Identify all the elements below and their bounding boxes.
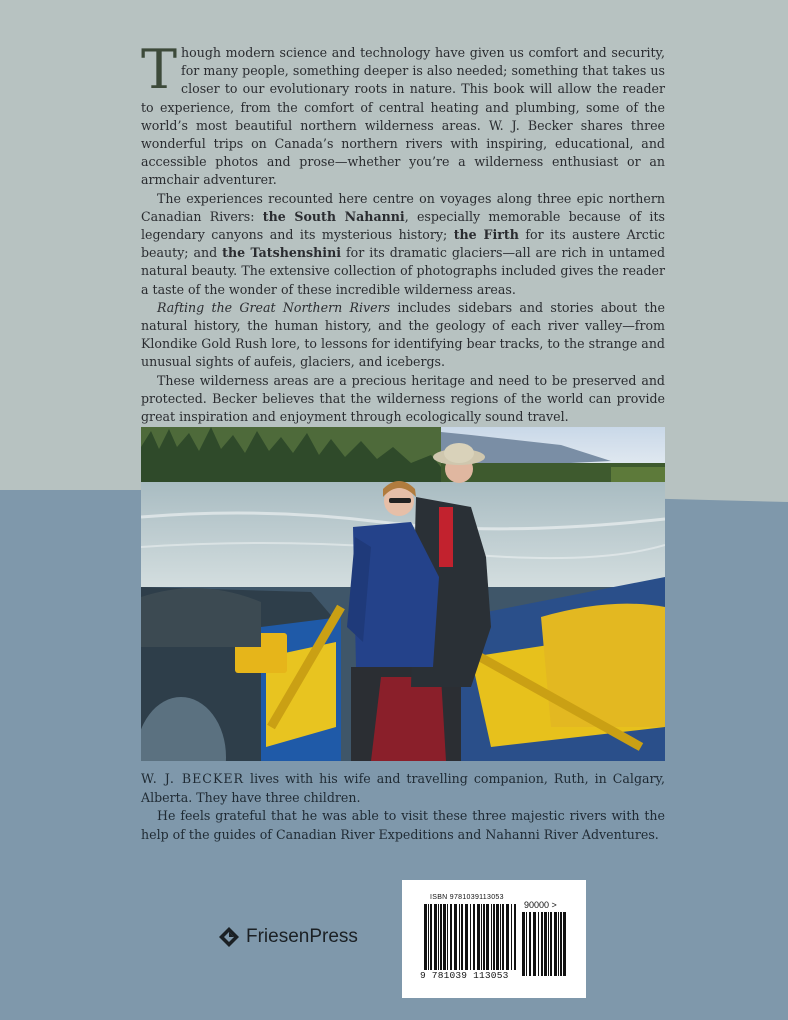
- river-name: the South Nahanni: [262, 208, 405, 224]
- blurb-paragraph-2: The experiences recounted here centre on voyages along three epic northern Canadian Rivers: the South Nahanni, especially memorable because of its legendary canyons and its mysterious history; the Firth for its austere Arctic beauty; and the Tatshenshini for its dramatic glaciers—all are rich in untamed natural beauty. The extensive collection of photographs included gives the reader a taste of the wonder of these incredible wilderness areas.: [141, 190, 666, 297]
- barcode-bar: [473, 904, 475, 970]
- barcode-bar: [563, 912, 566, 976]
- barcode-bar: [477, 904, 480, 970]
- barcode-bar: [443, 904, 446, 970]
- author-photo: [141, 427, 665, 761]
- barcode-bar: [461, 904, 463, 970]
- barcode-bar: [544, 912, 547, 976]
- barcode-bar: [529, 912, 531, 976]
- publisher-logo: [218, 926, 358, 948]
- barcode-bar: [496, 904, 499, 970]
- barcode-bar: [538, 912, 539, 976]
- bio-paragraph-1: W. J. BECKER lives with his wife and travelling companion, Ruth, in Calgary, Alberta. They have three children.: [141, 771, 665, 805]
- barcode-bar: [560, 912, 562, 976]
- barcode-bar: [450, 904, 452, 970]
- barcode-bars: [424, 904, 516, 970]
- blurb-paragraph-3: Rafting the Great Northern Rivers includes sidebars and stories about the natural history, the human history, and the geology of each river valley—from Klondike Gold Rush lore, to lessons for identifying bear tracks, to the strange and unusual sights of aufeis, glaciers, and icebergs.: [141, 299, 665, 370]
- addon-barcode-bars: [522, 912, 566, 976]
- barcode-bar: [454, 904, 457, 970]
- barcode-bar: [502, 904, 504, 970]
- barcode-bar: [511, 904, 512, 970]
- barcode-bar: [506, 904, 509, 970]
- barcode-bar: [434, 904, 437, 970]
- book-title: Rafting the Great Northern Rivers: [157, 299, 391, 315]
- river-name: the Firth: [453, 227, 519, 243]
- blurb-paragraph-4: These wilderness areas are a precious heritage and need to be preserved and protected. Becker believes that the wilderness regions of the world can provide great inspiration and enjoyment through ecologically sound travel.: [141, 372, 665, 425]
- barcode-bar: [486, 904, 489, 970]
- barcode-bar: [548, 912, 549, 976]
- barcode-bar: [447, 904, 448, 970]
- price-code: 90000 >: [524, 900, 557, 910]
- barcode-bar: [424, 904, 427, 970]
- author-bio: [141, 770, 665, 844]
- barcode-bar: [459, 904, 460, 970]
- barcode-bar: [558, 912, 559, 976]
- barcode-bar: [430, 904, 432, 970]
- barcode-bar: [541, 912, 543, 976]
- barcode-bar: [533, 912, 536, 976]
- barcode-bar: [481, 904, 482, 970]
- barcode-bar: [493, 904, 495, 970]
- drop-cap: T: [141, 38, 178, 101]
- blurb-paragraph-1: Though modern science and technology have given us comfort and security, for many people, something deeper is also needed; something that takes us closer to our evolutionary roots in nature. This book will allow the reader to experience, from the comfort of central heating and plumbing, some of the world’s most beautiful northern wilderness areas. W. J. Becker shares three wonderful trips on Canada’s northern rivers with inspiring, educational, and accessible photos and prose—whether you’re a wilderness enthusiast or an armchair adventurer.: [141, 38, 665, 188]
- barcode-bar: [470, 904, 471, 970]
- back-cover-blurb: [141, 38, 666, 426]
- barcode-bar: [428, 904, 429, 970]
- publisher-name: FriesenPress: [246, 926, 358, 947]
- barcode-bar: [522, 912, 525, 976]
- author-name: W. J. BECKER: [141, 771, 245, 786]
- barcode-bar: [526, 912, 527, 976]
- barcode-bar: [483, 904, 485, 970]
- isbn-digits: 9 781039 113053: [420, 970, 509, 981]
- river-name: the Tatshenshini: [222, 245, 342, 261]
- barcode-bar: [491, 904, 492, 970]
- barcode-bar: [550, 912, 552, 976]
- barcode-bar: [440, 904, 442, 970]
- barcode-bar: [514, 904, 516, 970]
- barcode-bar: [438, 904, 439, 970]
- isbn-label: ISBN 9781039113053: [430, 894, 504, 901]
- isbn-barcode: [402, 880, 586, 998]
- bio-paragraph-2: He feels grateful that he was able to visit these three majestic rivers with the help of the guides of Canadian River Expeditions and Nahanni River Adventures.: [141, 808, 665, 842]
- barcode-bar: [554, 912, 557, 976]
- barcode-bar: [465, 904, 468, 970]
- barcode-bar: [500, 904, 501, 970]
- diamond-logo-icon: [218, 926, 240, 948]
